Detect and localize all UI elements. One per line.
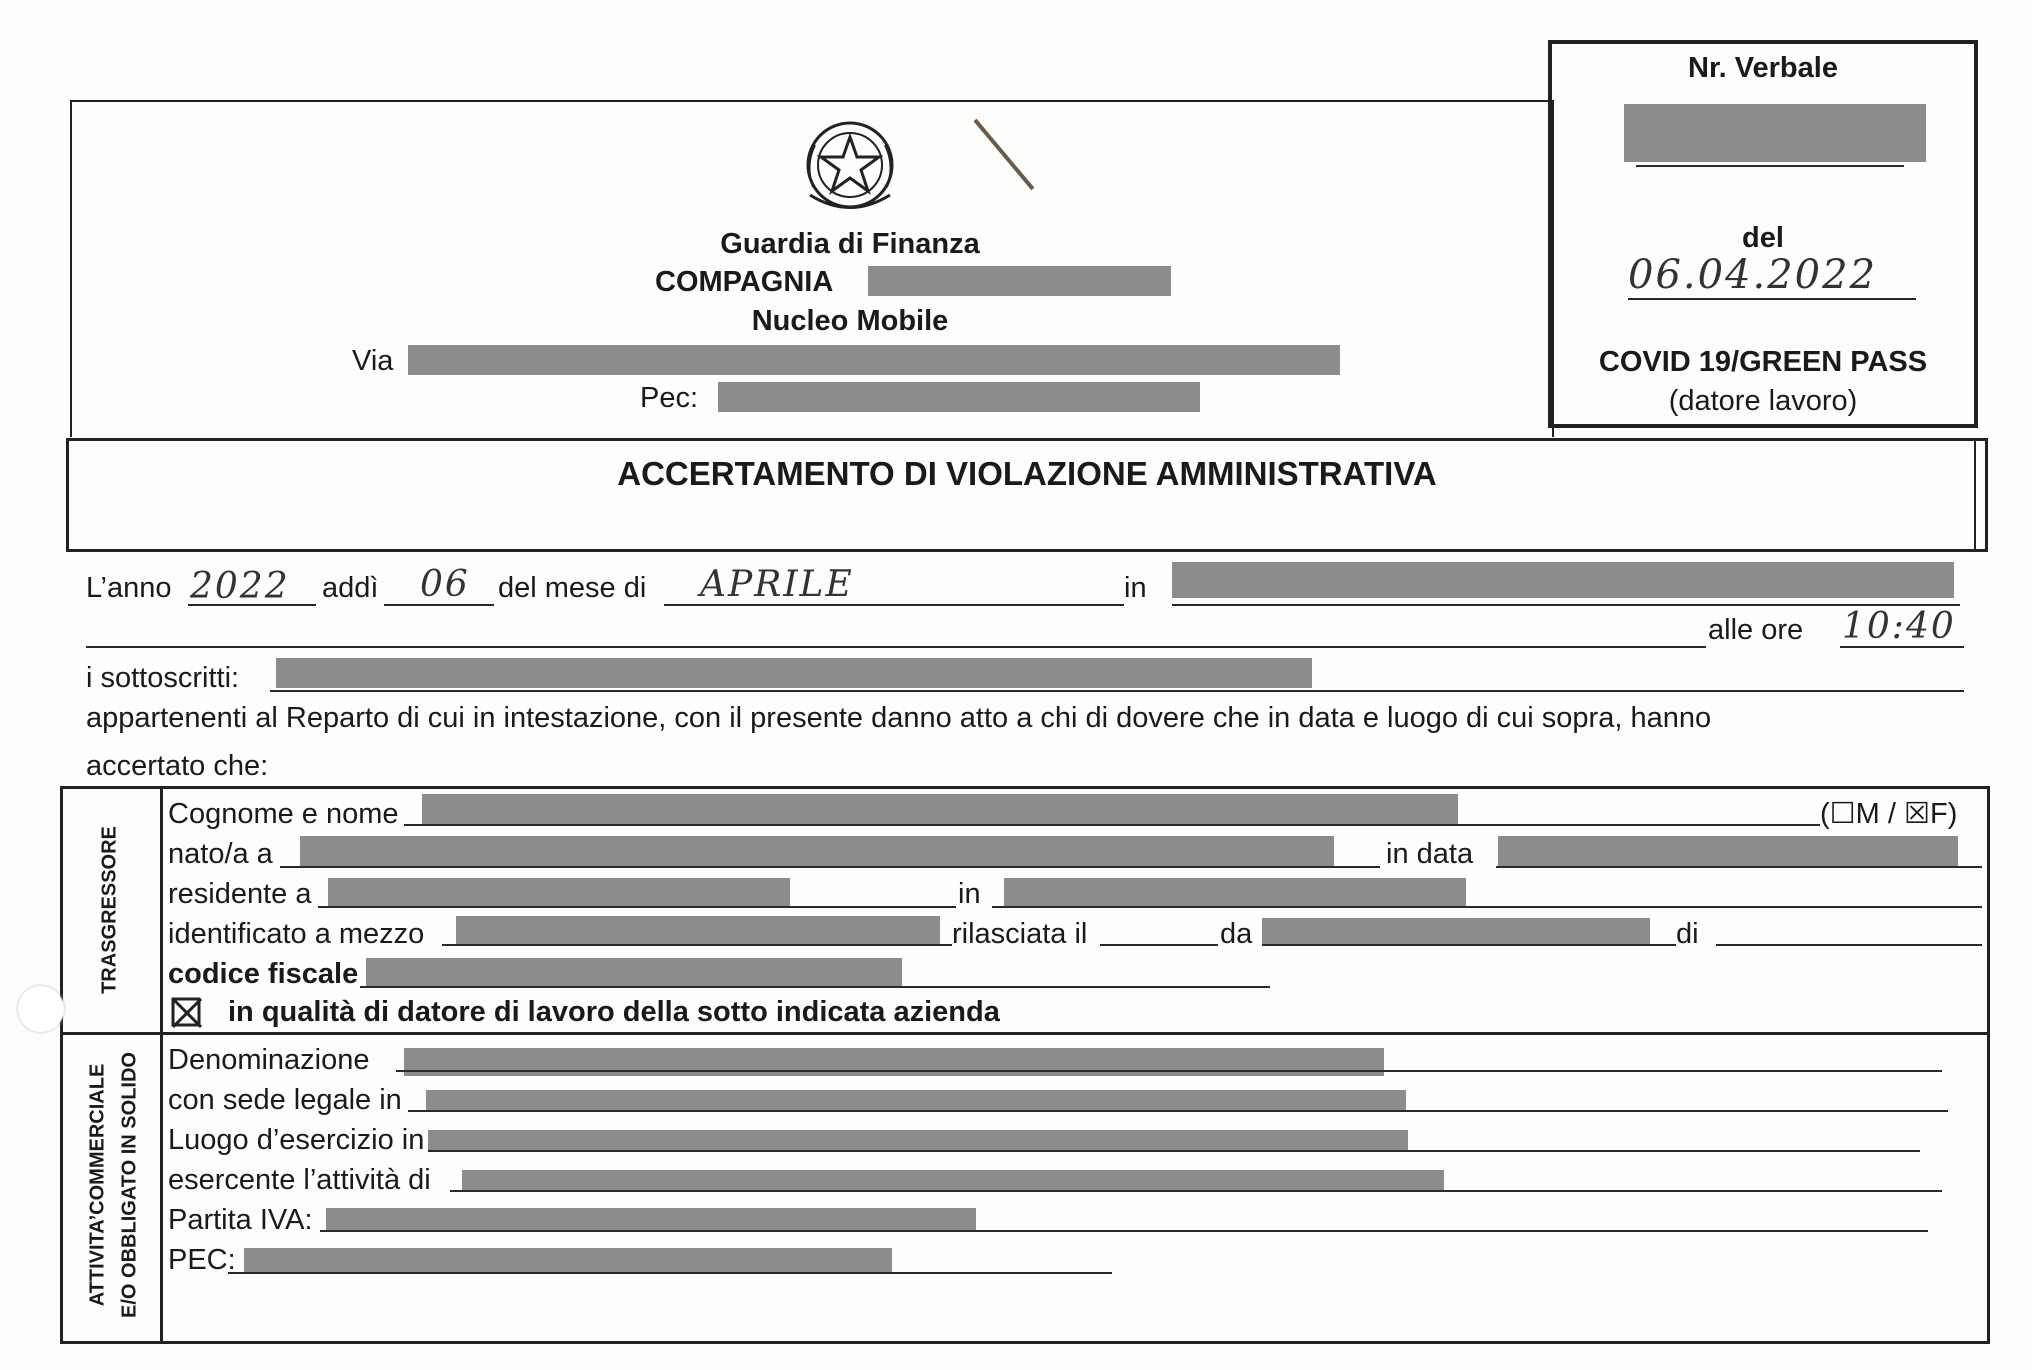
nato-label: nato/a a	[168, 838, 273, 870]
anno-value: 2022	[190, 566, 290, 607]
pec-line	[228, 1272, 1112, 1274]
rilasciata-label: rilasciata il	[952, 918, 1088, 950]
verbale-date-line	[1628, 298, 1916, 300]
del-label: del	[1742, 222, 1784, 254]
denominazione-line	[396, 1070, 1942, 1072]
punch-hole	[18, 986, 64, 1032]
rilasciata-line	[1100, 944, 1218, 946]
da-label: da	[1220, 918, 1253, 950]
attivita-side-label-2: E/O OBBLIGATO IN SOLIDO	[118, 1052, 141, 1318]
nr-verbale-line	[1636, 165, 1904, 167]
redacted-rilascio	[1262, 918, 1650, 946]
giorno-line	[384, 604, 494, 606]
anno-line	[188, 604, 316, 606]
attivita-side-label-1: ATTIVITA’COMMERCIALE	[86, 1063, 109, 1307]
ore-label: alle ore	[1708, 614, 1804, 646]
residente-label: residente a	[168, 878, 312, 910]
intro-paragraph-line1: appartenenti al Reparto di cui in intestazione, con il presente danno atto a chi di dovere che in data e luogo di cui sopra, hanno	[86, 702, 1712, 734]
in-label: in	[1124, 572, 1147, 604]
ore-line	[1840, 646, 1964, 648]
residente-via-line	[992, 906, 1982, 908]
redacted-codice-fiscale	[366, 958, 902, 986]
residente-in-label: in	[958, 878, 981, 910]
redacted-luogo	[1172, 562, 1954, 598]
di-label: di	[1676, 918, 1699, 950]
mese-line	[664, 604, 1124, 606]
mese-value: APRILE	[700, 564, 854, 605]
redacted-compagnia	[868, 266, 1171, 296]
redacted-documento	[456, 916, 940, 944]
cognome-line	[404, 824, 1820, 826]
via-label: Via	[352, 345, 394, 377]
emblem-icon	[795, 115, 905, 220]
luogo-esercizio-label: Luogo d’esercizio in	[168, 1124, 425, 1156]
verbale-date: 06.04.2022	[1628, 252, 1878, 298]
redacted-pec-header	[718, 382, 1200, 412]
pec-label: PEC:	[168, 1244, 236, 1276]
section-divider	[60, 1032, 1990, 1035]
side-column-divider	[160, 786, 163, 1344]
partita-iva-label: Partita IVA:	[168, 1204, 313, 1236]
pec-header-label: Pec:	[640, 382, 699, 414]
org-name: Guardia di Finanza	[720, 228, 980, 260]
comune-rilascio-line	[1716, 944, 1982, 946]
luogo-esercizio-line	[428, 1150, 1920, 1152]
redacted-residente	[328, 878, 790, 906]
in-data-label: in data	[1386, 838, 1474, 870]
sottoscritti-label: i sottoscritti:	[86, 662, 240, 694]
nucleo-label: Nucleo Mobile	[751, 305, 949, 337]
compagnia-label: COMPAGNIA	[655, 266, 834, 298]
sede-legale-line	[408, 1110, 1948, 1112]
document-title: ACCERTAMENTO DI VIOLAZIONE AMMINISTRATIVA	[617, 455, 1437, 492]
ore-value: 10:40	[1842, 606, 1956, 647]
mese-label: del mese di	[498, 572, 647, 604]
identificato-label: identificato a mezzo	[168, 918, 425, 950]
giorno-value: 06	[420, 564, 470, 605]
sex-label: (☐M / ☒F)	[1820, 798, 1958, 830]
redacted-partita-iva	[326, 1208, 976, 1232]
trasgressore-side-label: TRASGRESSORE	[98, 826, 121, 994]
denominazione-label: Denominazione	[168, 1044, 370, 1076]
nr-verbale-label: Nr. Verbale	[1688, 52, 1838, 84]
redacted-pec	[244, 1248, 892, 1272]
anno-label: L’anno	[86, 572, 172, 604]
redacted-sottoscritti	[276, 658, 1312, 688]
redacted-attivita	[462, 1170, 1444, 1190]
redacted-data-nascita	[1498, 836, 1958, 866]
qualita-label: in qualità di datore di lavoro della sotto indicata azienda	[228, 996, 1000, 1028]
rilascio-line	[1262, 944, 1676, 946]
data-nascita-line	[1496, 866, 1982, 868]
residente-line	[318, 906, 956, 908]
redacted-nr-verbale	[1624, 104, 1926, 162]
nato-line	[280, 866, 1380, 868]
esercente-label: esercente l’attività di	[168, 1164, 431, 1196]
sottoscritti-line	[270, 690, 1964, 692]
sede-legale-label: con sede legale in	[168, 1084, 402, 1116]
codice-fiscale-label: codice fiscale	[168, 958, 359, 990]
documento-line	[442, 944, 952, 946]
checkbox-checked-icon	[170, 996, 204, 1030]
covid-label: COVID 19/GREEN PASS	[1598, 346, 1928, 378]
redacted-luogo-esercizio	[428, 1130, 1408, 1150]
codice-fiscale-line	[360, 986, 1270, 988]
redacted-cognome	[422, 794, 1458, 824]
addi-label: addì	[322, 572, 379, 604]
luogo-line-2	[86, 646, 1706, 648]
cognome-label: Cognome e nome	[168, 798, 399, 830]
intro-paragraph-line2: accertato che:	[86, 750, 269, 782]
attivita-line	[450, 1190, 1942, 1192]
redacted-nato	[300, 836, 1334, 866]
redacted-sede-legale	[426, 1090, 1406, 1110]
redacted-via	[408, 345, 1340, 375]
partita-iva-line	[320, 1230, 1928, 1232]
datore-label: (datore lavoro)	[1668, 385, 1858, 417]
redacted-residente-via	[1004, 878, 1466, 906]
